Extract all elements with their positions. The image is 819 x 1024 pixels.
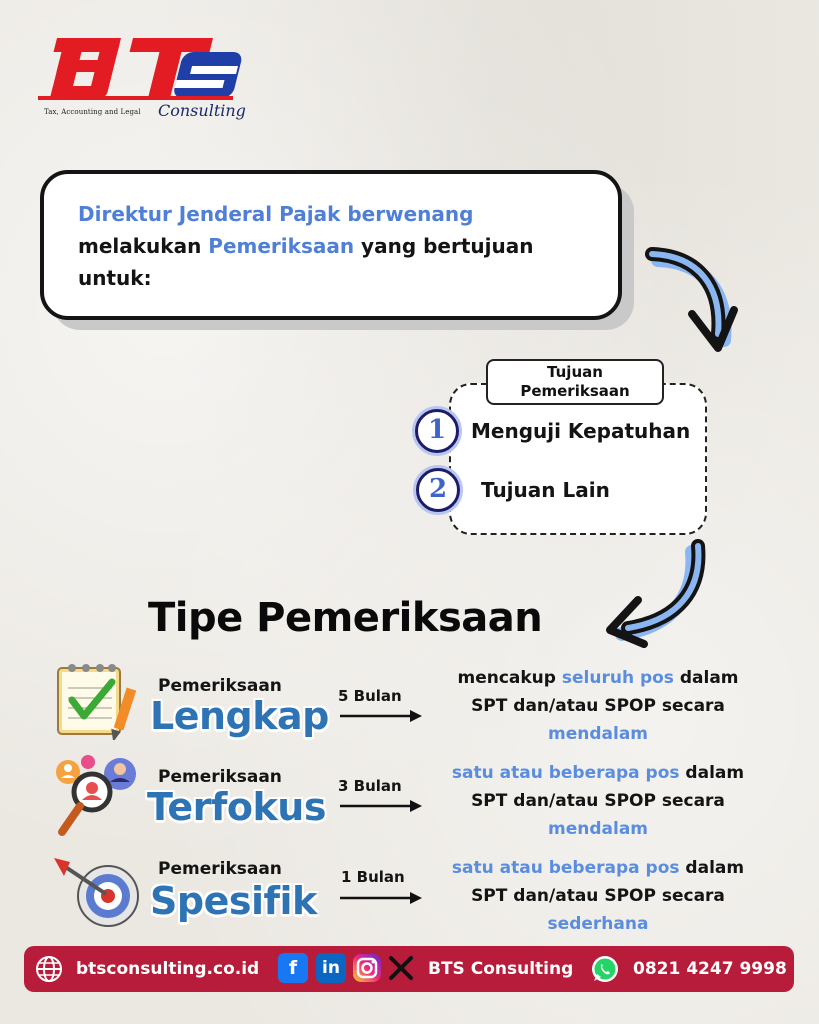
intro-line1: Direktur Jenderal Pajak berwenang [78,202,474,226]
number-two-icon: 2 [416,468,460,512]
tujuan-item-2: Tujuan Lain [481,478,610,502]
intro-line3: untuk: [78,266,152,290]
type-name-lengkap: Lengkap [150,694,329,738]
number-one-icon: 1 [415,409,459,453]
desc-terfokus: satu atau beberapa pos dalam SPT dan/atau SPOP secara mendalam [451,763,745,839]
type-prefix-spesifik: Pemeriksaan [158,859,282,879]
desc-lengkap: mencakup seluruh pos dalam SPT dan/atau SPOP secara mendalam [457,668,739,744]
tujuan-box [449,383,707,535]
duration-terfokus: 3 Bulan [338,777,402,795]
tujuan-label: Tujuan Pemeriksaan [486,359,664,405]
tujuan-item-1: Menguji Kepatuhan [471,419,691,443]
facebook-icon[interactable]: f [278,953,308,983]
checklist-icon [52,660,142,740]
footer-website[interactable]: btsconsulting.co.id [76,959,260,979]
footer-bar [24,946,794,992]
arrow-right-icon [340,889,426,907]
logo-tagline: Tax, Accounting and Legal [44,108,141,116]
instagram-icon[interactable] [352,953,382,983]
type-name-spesifik: Spesifik [150,879,317,923]
duration-lengkap: 5 Bulan [338,687,402,705]
type-prefix-terfokus: Pemeriksaan [158,767,282,787]
curved-arrow-left-icon [598,540,718,650]
whatsapp-icon[interactable] [590,954,620,984]
intro-card [40,170,622,320]
intro-highlight: Pemeriksaan [208,234,355,258]
type-name-terfokus: Terfokus [147,785,326,829]
footer-social-name[interactable]: BTS Consulting [428,959,574,979]
type-prefix-lengkap: Pemeriksaan [158,676,282,696]
desc-spesifik: satu atau beberapa pos dalam SPT dan/atau SPOP secara sederhana [451,858,745,934]
tipe-heading: Tipe Pemeriksaan [148,595,543,641]
arrow-right-icon [340,797,426,815]
arrow-right-icon [340,707,426,725]
curved-arrow-down-icon [630,236,740,366]
x-twitter-icon[interactable] [386,953,416,983]
duration-spesifik: 1 Bulan [341,868,405,886]
globe-icon [34,954,64,984]
footer-phone[interactable]: 0821 4247 9998 [633,959,787,979]
intro-line2: melakukan Pemeriksaan yang bertujuan [78,234,534,258]
target-icon [50,852,140,932]
logo-consulting: Consulting [158,101,246,120]
linkedin-icon[interactable]: in [316,953,346,983]
magnifier-people-icon [50,752,142,838]
